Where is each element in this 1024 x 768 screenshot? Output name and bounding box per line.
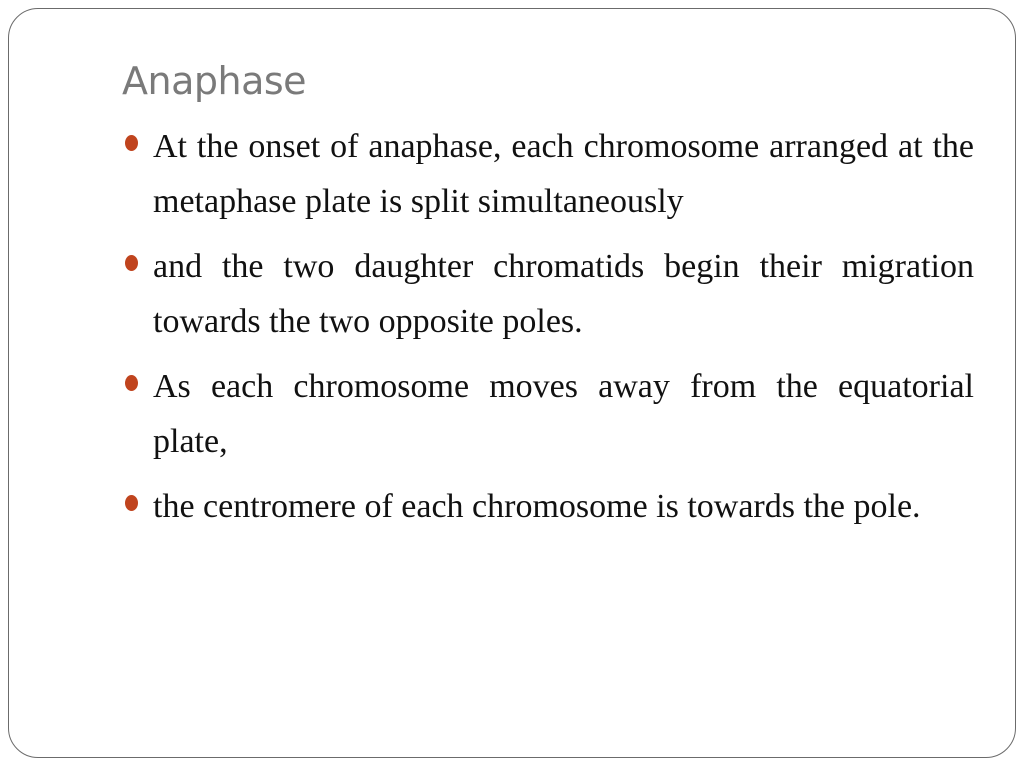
bullet-text-4: the centromere of each chromosome is towards the pole. [153, 488, 921, 525]
bullet-list [119, 119, 974, 544]
bullet-item-1 [119, 119, 974, 229]
bullet-text-2: and the two daughter chromatids begin their migration towards the two opposite poles. [153, 248, 974, 340]
bullet-item-2 [119, 239, 974, 349]
bullet-item-3 [119, 359, 974, 469]
bullet-dot-icon [125, 135, 138, 151]
slide-title: Anaphase [122, 59, 307, 103]
bullet-text-3: As each chromosome moves away from the equatorial plate, [153, 368, 974, 460]
bullet-dot-icon [125, 375, 138, 391]
slide-frame [8, 8, 1016, 758]
bullet-text-1: At the onset of anaphase, each chromosome arranged at the metaphase plate is split simultaneously [153, 128, 974, 220]
bullet-item-4 [119, 479, 974, 534]
bullet-dot-icon [125, 255, 138, 271]
bullet-dot-icon [125, 495, 138, 511]
